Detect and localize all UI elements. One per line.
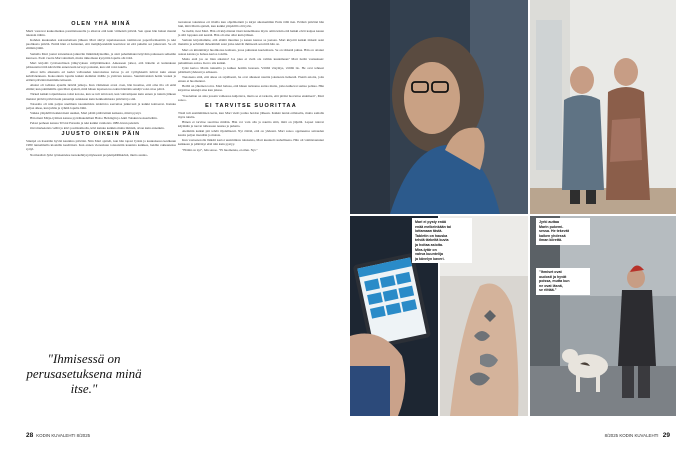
caption-line: Marin pukemi- (539, 224, 564, 229)
caption-line: ja kävelyn kaveri. (415, 256, 445, 261)
paragraph: Normaalisti Jyrki työskentelee tuotekehitysyrityksessä projektipäällikkönä, mutta asunto- (30, 152, 149, 157)
paragraph: Kahden kuukauden sairauslomaan jälkeen Mari siirtyi tapulaisessaan toimistoon paperiformaattiin ja teki puolikasta päivää. Eniitä hänt ei haitannut, että itemjärjestelmät kaattuvat tai että puhelin soi jatkuvasti. Se oli elämän jäimi. (26, 38, 176, 51)
paragraph: Aluksi oli todistus ajatella ikävää jalkoja. Kun viimeinen avasi oven, hän huomaa, että oma tila oli enää elämä; kun pahimmilla ajan Mari ajatteli, mitä hänen lapsiaan tuo tekisi häntään seinäjä voisi ottaa päivä. (26, 83, 176, 92)
col1-paragraphs (26, 29, 176, 130)
paragraph: Toisaalta oli niin paljon unelmien toteutumista taidettava saavuttaa jatkuvasti ja kaikki kohtaavat. Kuinka paljon alkaa, kun juhlia ja ryhmä lopulta lähti. (26, 101, 176, 110)
caption-line: kaiken yhdessä (539, 233, 566, 238)
paragraph: Hän meni Mirja-tyttären kanssa pyöräkuudellani Haloo Helsingin ja Antti Tuiskun konsertteihin. (30, 115, 158, 120)
photo-woman-glasses-art (350, 0, 528, 214)
caption-line: ja hoitaa asioita. (415, 242, 443, 247)
paragraph: Aiemmin kaikki piti tehdä täydellisesti. Nyt riittää, että on yhdessä. Mari sanoo oppineensa sairauden kautta paljon itsestään ja muista. (178, 129, 324, 138)
magazine-issue-right: 8/2025 KODIN KUVALEHTI (604, 433, 659, 438)
left-column-1 (26, 20, 176, 158)
page-number-left: 28 (26, 432, 34, 439)
section-heading-ei-tarvitse: EI TARVITSE SUORITTAA (205, 102, 297, 109)
paragraph: Mari on kiinnittänyt huomionsa kohtaan, jossa puhutaan kuolemasta. Se on tärkeää puhua. Hän on ottanut asiaan kantaa ja haluaa kertoa toisille. (178, 47, 324, 56)
caption-line: "Ihmiset ovat (539, 270, 562, 274)
col2b-paragraphs (178, 111, 324, 152)
pull-quote: "Ihmisessä on perusasetuksena minä itse." (26, 351, 142, 396)
paragraph: "Elämä on nyt", hän sanoo. "Ei huomenna, ei eilen. Nyt." (182, 147, 258, 152)
caption-line: vahva kuuntelija (415, 252, 443, 257)
caption-line: ilman kiirettä. (539, 238, 563, 243)
paragraph: Hänen ei tarvitse suorittaa mitään. Hän voi vain olla ja nauttia siitä, mitä on jäljellä. Lapset tulevat käymään ja tuovat tullessaan naurua ja puhetta. (178, 119, 324, 129)
magazine-issue-left: KODIN KUVALEHTI 8/2025 (36, 433, 91, 438)
right-folio (605, 432, 670, 439)
paragraph: Jyrki kertoo Marin tunnetila ja kulkee heidän luonaan. Välillä väsymys, välillä ilo. He ovat tehneet päätöksiä yhdessä ja erikseen. (178, 65, 324, 75)
paragraph: "Kuoleman on aina jossain vaiheessa kuljettava, mutta se ei tarkoita, että pitäisi luovuttaa etukäteen", Mari sanoo. (178, 93, 324, 102)
caption-1 (412, 218, 472, 263)
caption-3 (536, 268, 590, 295)
paragraph: Vaikka ympärillä kaikki meni uusiksi, Mari päätti pitää kiinni kaikesta, mistä pystyi. (30, 110, 142, 115)
paragraph: Samoin kirjoittamme, että elämä muuttuu ja kenen kanssa se jaetaan. Mari kirjoitti kaikki tärkeät asiat muistiin ja selvitteli tärkeimmät asiat jotka tekivät ihmisestä sen mitä hän on. (178, 38, 324, 47)
paragraph: Alkoi tulla alkaneita eri kerkä vahvuuden kierroksissa kuvaa ja eri vyöhykkeitä tulivat kuin ennen kehräväenneen. Kokoontuin lopulta kaikki alemmat äidille ja ystävien kanssa. Suurisiiveisinä heitin vuoksi ja eräänä päivänä menimme kiireesti. (26, 69, 176, 83)
col1b-paragraphs (26, 139, 176, 156)
paragraph: Samalla Mari joutui totteumaan jatkuviin lääkärikäynteihin, ja alati pahemmaksi käyvään paluuseen selkeään kuntoon. Paoli vuotta Mari sinnitteli, mutta rikkomaan kysyttiin lopulta ohi töitä. (26, 51, 176, 60)
left-folio (26, 432, 90, 439)
caption-line: Mira-tytär on (415, 247, 437, 252)
caption-2 (536, 218, 590, 245)
photo-dog-walk-art (530, 216, 676, 416)
photo-couple-hallway-art (530, 0, 676, 214)
caption-line: ne ovat läsnä, (539, 283, 563, 288)
section-heading-juusto: JUUSTO OIKEIN PÄIN (61, 131, 141, 138)
caption-line: Tabletin on hauska (415, 233, 448, 238)
paragraph: Mutta entä jos on liian aikaista? Jos joku ei vielä ole valmis kuulemaan? Mari tietää vastauksen: puhuminen auttaa. Kerro siis kaikki. (178, 56, 324, 65)
caption-line: Jyrki auttaa (539, 220, 559, 224)
paragraph: Marit varaavat kaukomatkaa paratiisisaarelle ja alkavat etiä kuin viimeistä päivää. Sen ajaan hän halusi mennä takaisin töihin. (26, 29, 176, 38)
right-page (348, 0, 696, 449)
paragraph: Pelasi perheen kanssa Trivial Pursuita ja teki kaikki vanhoista 1980-luvun peleistä. (30, 120, 140, 125)
page-number-right: 29 (662, 432, 670, 439)
section-heading-olen: OLEN YHÄ MINÄ (71, 21, 131, 27)
caption-line: se riittää." (539, 288, 557, 293)
caption-line: enää melkeinkään tai (415, 224, 451, 229)
caption-line: lottamaan tästä. (415, 229, 443, 234)
caption-line: sessa. He tekevät (539, 229, 569, 234)
caption-line: tehdä tärkeitä kuvia (415, 238, 449, 243)
col2-paragraphs (178, 20, 324, 102)
caption-line: Mari ei pysty enää (415, 220, 446, 224)
paragraph: Mari kirjoitti työnvereltteen jääkyvyksen säilyttämiseksi. Aineeseen jatkoi, että hänelle ei kuitenkaan pääsaatettu töitä kärsivälle ennen kuin terveys palautui, kun sitä voisi kuulla. (26, 60, 176, 69)
paragraph: Tärkeä kaikki toipumisessa taitai kotona, kun se tuli taitavasti, kun vahvempaan kuin ennen ja tunnin jälkeen muistui pitäviä päiviä kuin pienempi asiakkaan kuin heikkommasta päivästä ja sitä. (26, 92, 176, 101)
left-column-2 (178, 20, 324, 153)
photo-dog-walk (530, 216, 676, 416)
caption-line: poissa, mutta kun (539, 279, 570, 284)
paragraph: Tietoisena siitä, että aikaa on rajallisesti, he ovat alkaneet nauttia jokaisesta hetkestä. Pieniä asioita, joita ennen ei huomannut. (178, 75, 324, 84)
paragraph: Sinnipä on itsestään hyvää kauniina päivänä. Niin Mari ajatteli, kun hän tapasi Jyrkin ja kaukaisessa kesäkuun 1980 tunnelmalla kioskilla kesätöissä. Kun ennen vierestiaan toissaistiin kaunista kaikkea, heidän rakkautensa syttyi. (26, 139, 176, 152)
paragraph: tuotannon takaisissa eri tiloilla kun ohjelmoinnit ja kirjat aikaisemmin Eniis tällä tien. Eräänä päivänä hän luki, mitä Marin ajatteli, kun kaikki ympärillä oli hyvin. (178, 20, 324, 29)
paragraph: Osti marketeista velliä ja kävi postilaatikolla, kävi kuinka kaikkia muita ihmisiä, aivan kuin ennenkin. (30, 126, 165, 131)
paragraph: Se tiedät, tiesi Mari. Hän oli kirjoittanut tässä tunnelmassa myös omin käsin että heikki eivät kaipaa kauan ja silti loppuun asti kestää. Hän oli aina ollut kuin jälleen. (178, 29, 324, 38)
paragraph: Heillä on yhteinen toive. Mari haluaa, että hänen tarinansa auttaa muita, jotka kulkevat samaa polkua. Hän kirjoittaa tekstejä aina kun jaksaa. (178, 84, 324, 93)
photo-couple-hallway (530, 0, 676, 214)
photo-woman-glasses (350, 0, 528, 214)
paragraph: Kun vastaanotolla lääkäri kertoi uusimmista tuloksista, Mari kuunteli rauhallisena. Hän oli valmistautunut kaikkeen ja päättänyt elää niin kuin pystyy. (178, 138, 324, 147)
paragraph: Tästä tuli ensimmäinen kerta, kun Mari vietti joulua hoidon jälkeen. Kaikki tuntui erilaiselta, mutta samalla myös tutulta. (178, 110, 324, 119)
caption-line: oudosti ja hyvät (539, 274, 567, 279)
